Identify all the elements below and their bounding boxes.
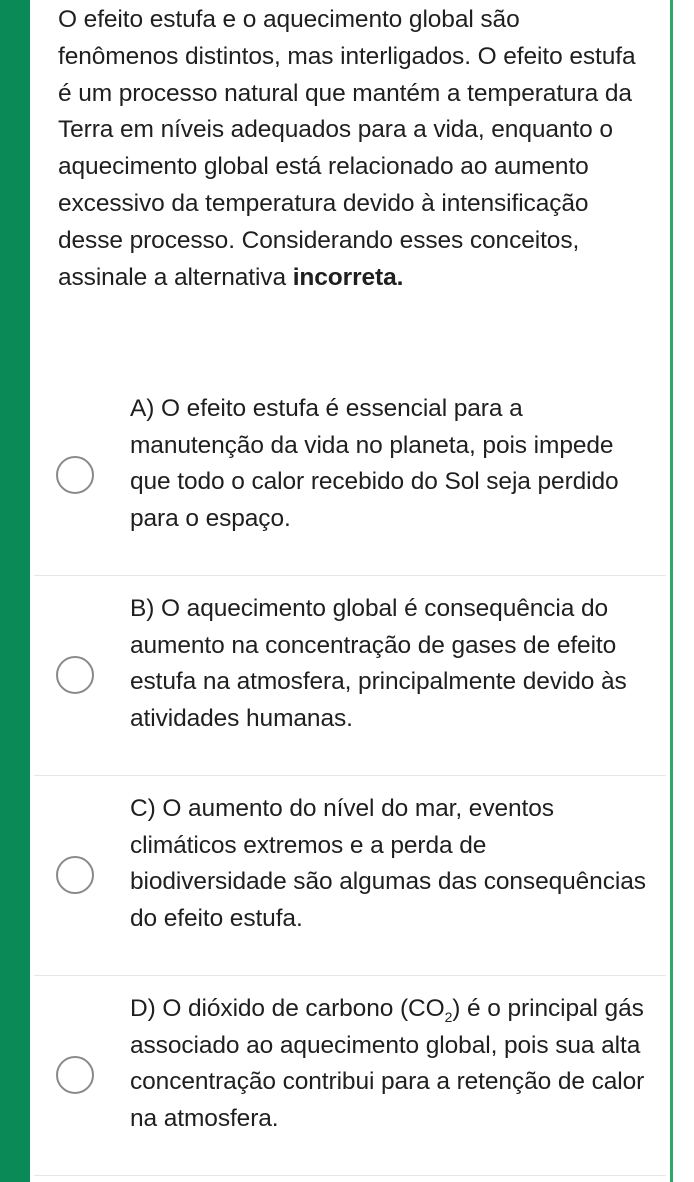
radio-button-c[interactable] [56,856,94,894]
question-emphasis: incorreta. [292,263,404,291]
option-b-text: B) O aquecimento global é consequência do aumento na concentração de gases de efeito estufa na atmosfera, principalmente devido às atividades humanas. [130,595,627,732]
option-d-text [130,991,646,1137]
option-a[interactable] [34,376,666,576]
option-c-text: C) O aumento do nível do mar, eventos climáticos extremos e a perda de biodiversidade são algumas das consequências do efeito estufa. [130,795,646,932]
option-d-text-before: D) O dióxido de carbono (CO [130,995,445,1022]
right-accent-bar [670,0,694,1182]
left-accent-bar [0,0,30,1182]
radio-button-a[interactable] [56,456,94,494]
radio-button-b[interactable] [56,656,94,694]
option-c[interactable] [34,776,666,976]
question-text [58,2,646,296]
radio-button-d[interactable] [56,1056,94,1094]
option-b[interactable] [34,576,666,776]
answer-options [34,376,666,1176]
option-d-subscript: 2 [444,1008,453,1025]
question-body: O efeito estufa e o aquecimento global são fenômenos distintos, mas interligados. O efeito estufa é um processo natural que mantém a temperatura da Terra em níveis adequados para a vida, enquanto o aquecimento global está relacionado ao aumento excessivo da temperatura devido à intensificação desse processo. Considerando esses conceitos, assinale a alternativa [58,6,636,291]
option-d-text-after: ) é o principal gás associado ao aquecimento global, pois sua alta concentração contribui para a retenção de calor na atmosfera. [130,995,645,1132]
option-a-text: A) O efeito estufa é essencial para a manutenção da vida no planeta, pois impede que todo o calor recebido do Sol seja perdido para o espaço. [130,395,619,532]
option-d[interactable] [34,976,666,1176]
